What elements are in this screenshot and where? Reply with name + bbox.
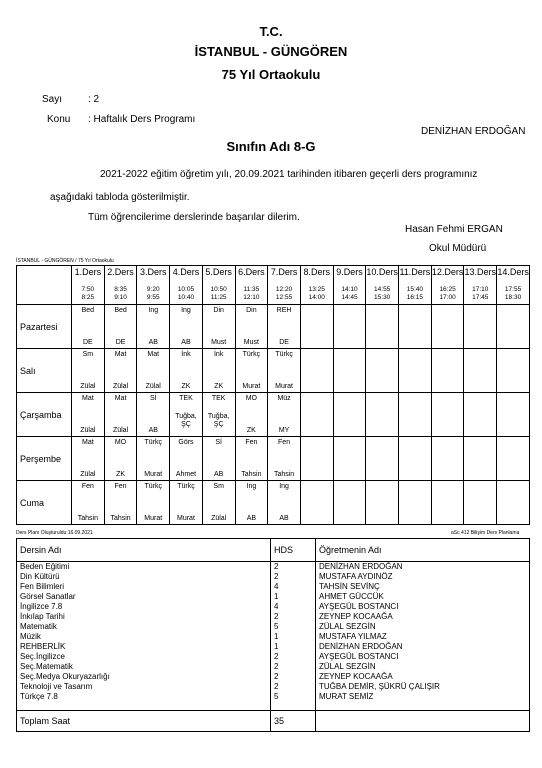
schedule-day-row — [17, 393, 530, 437]
lesson-teacher: Zülal — [80, 471, 96, 478]
lesson-teachers: Tuğba, ŞÇ — [207, 413, 230, 428]
lesson-cell — [202, 349, 235, 393]
lesson-cell — [268, 481, 301, 525]
period-start: 13:25 — [308, 286, 325, 293]
lesson-cell — [202, 437, 235, 481]
course-teacher: AYŞEGÜL BOSTANCI — [316, 652, 530, 662]
lesson-cell — [268, 305, 301, 349]
course-name: Beden Eğitimi — [17, 562, 271, 573]
lesson-cell — [497, 305, 530, 349]
lesson-cell — [497, 481, 530, 525]
course-teacher: TAHSİN SEVİNÇ — [316, 582, 530, 592]
lesson-cell — [333, 393, 366, 437]
header-line-tc: T.C. — [259, 24, 283, 39]
lesson-cell — [202, 481, 235, 525]
lesson-code: Bed — [114, 307, 127, 314]
course-teacher: AYŞEGÜL BOSTANCI — [316, 602, 530, 612]
course-row — [17, 582, 530, 592]
lesson-code: TEK — [179, 395, 193, 402]
period-start: 16:25 — [439, 286, 456, 293]
course-teacher: AHMET GÜCCÜK — [316, 592, 530, 602]
course-teacher: ZEYNEP KOCAAĞA — [316, 612, 530, 622]
period-end: 8:25 — [81, 294, 95, 301]
signature-name: Hasan Fehmi ERGAN — [405, 224, 503, 235]
lesson-code: MO — [114, 439, 127, 446]
period-end: 10:40 — [177, 294, 195, 301]
period-end: 14:45 — [341, 294, 358, 301]
lesson-cell — [333, 437, 366, 481]
lesson-cell — [104, 393, 137, 437]
lesson-cell — [431, 481, 464, 525]
period-start: 7:50 — [81, 286, 95, 293]
course-hds: 2 — [271, 572, 316, 582]
course-name: Seç.Matematik — [17, 662, 271, 672]
lesson-cell — [399, 349, 432, 393]
lesson-cell — [464, 393, 497, 437]
course-hds: 2 — [271, 672, 316, 682]
course-teacher: ZÜLAL SEZGİN — [316, 622, 530, 632]
course-teacher: MUSTAFA AYDINÖZ — [316, 572, 530, 582]
lesson-teacher: Zülal — [211, 515, 227, 522]
lesson-cell — [300, 437, 333, 481]
lesson-code: Ing — [148, 307, 159, 314]
lesson-teacher: Zülal — [112, 383, 129, 390]
course-hds: 1 — [271, 632, 316, 642]
course-hds: 5 — [271, 622, 316, 632]
day-name: Cuma — [17, 481, 72, 525]
sayi-value: : 2 — [88, 94, 100, 105]
lesson-teacher: ZK — [116, 471, 126, 478]
lesson-cell — [497, 349, 530, 393]
lesson-teacher: MY — [278, 427, 290, 434]
lesson-cell — [137, 437, 170, 481]
header-line-city: İSTANBUL - GÜNGÖREN — [194, 44, 348, 59]
schedule-day-row — [17, 437, 530, 481]
class-title: Sınıfın Adı 8-G — [226, 139, 316, 154]
lesson-code: TEK — [211, 395, 226, 402]
lesson-cell — [104, 305, 137, 349]
course-hds: 2 — [271, 562, 316, 573]
course-hds: 2 — [271, 612, 316, 622]
course-hds: 2 — [271, 662, 316, 672]
lesson-cell — [300, 481, 333, 525]
course-row — [17, 632, 530, 642]
lesson-code: Ing — [246, 483, 257, 490]
schedule-table — [16, 265, 530, 525]
lesson-cell — [399, 437, 432, 481]
lesson-teacher: ZK — [246, 427, 256, 434]
lesson-cell — [464, 305, 497, 349]
lesson-code: Mat — [82, 439, 94, 446]
period-name: 2.Ders — [107, 267, 134, 277]
course-name: İngilizce 7.8 — [17, 602, 271, 612]
lesson-cell — [300, 393, 333, 437]
lesson-cell — [104, 349, 137, 393]
lesson-cell — [170, 349, 203, 393]
teacher-name: DENİZHAN ERDOĞAN — [421, 126, 526, 137]
lesson-code: Mat — [82, 395, 94, 402]
lesson-code: Fen — [278, 439, 291, 446]
lesson-cell — [137, 305, 170, 349]
period-end: 14:00 — [308, 294, 325, 301]
lesson-cell — [464, 481, 497, 525]
spacer-cell — [316, 702, 530, 711]
lesson-teacher: Murat — [275, 383, 294, 390]
lesson-code: REH — [276, 307, 292, 314]
course-row — [17, 562, 530, 573]
course-spacer-row — [17, 702, 530, 711]
lesson-teacher: Tahsin — [77, 515, 98, 522]
lesson-teacher: Murat — [144, 515, 163, 522]
course-row — [17, 622, 530, 632]
course-name: Seç.İngilizce — [17, 652, 271, 662]
lesson-code: Müz — [277, 395, 291, 402]
lesson-code: MO — [245, 395, 257, 402]
lesson-teacher: Must — [243, 339, 259, 346]
period-header — [464, 266, 497, 305]
body-line-3: Tüm öğrencilerime derslerinde başarılar dilerim. — [88, 212, 300, 223]
lesson-teacher: ZK — [181, 383, 191, 390]
lesson-cell — [366, 349, 399, 393]
lesson-code: Türkç — [144, 439, 162, 446]
period-start: 17:55 — [504, 286, 522, 293]
period-header — [104, 266, 137, 305]
period-header — [333, 266, 366, 305]
lesson-cell — [235, 349, 268, 393]
lesson-teacher: Tahsin — [241, 471, 262, 478]
course-name: Seç.Medya Okuryazarlığı — [17, 672, 271, 682]
lesson-teacher: DE — [115, 339, 126, 346]
course-row — [17, 572, 530, 582]
course-hds: 5 — [271, 692, 316, 702]
lesson-cell — [497, 393, 530, 437]
lesson-code: Fen — [81, 483, 94, 490]
course-name: İnkılap Tarihi — [17, 612, 271, 622]
lesson-code: Mat — [147, 351, 160, 358]
course-teacher: ZÜLAL SEZGİN — [316, 662, 530, 672]
body-line-1: 2021-2022 eğitim öğretim yılı, 20.09.2021 tarihinden itibaren geçerli ders programınız — [100, 169, 478, 180]
period-start: 9:20 — [146, 286, 160, 293]
lesson-code: İnk — [181, 351, 191, 358]
lesson-cell — [431, 437, 464, 481]
period-end: 17:45 — [472, 294, 489, 301]
period-end: 9:10 — [114, 294, 127, 301]
lesson-teacher: Tahsin — [273, 471, 295, 478]
course-table — [16, 538, 530, 732]
lesson-cell — [366, 393, 399, 437]
lesson-code: Sİ — [215, 439, 222, 446]
course-hds: 4 — [271, 602, 316, 612]
lesson-cell — [137, 349, 170, 393]
course-hds: 4 — [271, 582, 316, 592]
lesson-cell — [170, 481, 203, 525]
course-total-row — [17, 711, 530, 732]
period-end: 11:25 — [210, 294, 227, 301]
course-row — [17, 642, 530, 652]
spacer-cell — [271, 702, 316, 711]
period-start: 14:10 — [341, 286, 358, 293]
period-name: 9.Ders — [336, 267, 363, 277]
course-teacher: DENİZHAN ERDOĞAN — [316, 642, 530, 652]
lesson-cell — [72, 481, 105, 525]
lesson-cell — [300, 349, 333, 393]
course-hds: 2 — [271, 682, 316, 692]
day-name: Salı — [17, 349, 72, 393]
period-end: 9:55 — [146, 294, 160, 301]
period-start: 15:40 — [406, 286, 424, 293]
period-name: 11.Ders — [399, 267, 431, 277]
lesson-code: Sm — [82, 351, 94, 358]
course-hds: 2 — [271, 652, 316, 662]
lesson-cell — [72, 437, 105, 481]
lesson-code: Türkç — [177, 483, 195, 490]
course-header-row — [17, 539, 530, 562]
lesson-cell — [366, 305, 399, 349]
period-header — [497, 266, 530, 305]
lesson-teacher: Tahsin — [110, 515, 131, 522]
lesson-code: Fen — [245, 439, 258, 446]
period-start: 11:35 — [243, 286, 260, 293]
lesson-code: Mat — [114, 351, 127, 358]
total-empty — [316, 711, 530, 732]
course-name: Türkçe 7.8 — [17, 692, 271, 702]
period-start: 8:35 — [114, 286, 127, 293]
course-teacher: MUSTAFA YILMAZ — [316, 632, 530, 642]
lesson-cell — [431, 393, 464, 437]
lesson-cell — [235, 481, 268, 525]
period-name: 3.Ders — [140, 267, 167, 277]
lesson-cell — [268, 393, 301, 437]
period-name: 1.Ders — [74, 267, 102, 277]
schedule-day-row — [17, 481, 530, 525]
day-name: Perşembe — [17, 437, 72, 481]
lesson-teacher: AB — [148, 339, 158, 346]
lesson-teacher: AB — [246, 515, 257, 522]
schedule-corner — [17, 266, 72, 305]
lesson-cell — [464, 349, 497, 393]
lesson-cell — [72, 305, 105, 349]
lesson-cell — [235, 437, 268, 481]
period-header — [366, 266, 399, 305]
lesson-cell — [366, 437, 399, 481]
lesson-cell — [399, 305, 432, 349]
period-header — [399, 266, 432, 305]
lesson-teacher: Zülal — [145, 383, 161, 390]
lesson-teacher: Ahmet — [175, 471, 197, 478]
lesson-teacher: AB — [148, 427, 158, 434]
period-header — [170, 266, 203, 305]
lesson-code: Din — [213, 307, 224, 314]
signature-title: Okul Müdürü — [429, 243, 487, 254]
lesson-cell — [137, 481, 170, 525]
lesson-teacher: DE — [82, 339, 93, 346]
course-name: REHBERLİK — [17, 642, 271, 652]
period-end: 17:00 — [439, 294, 456, 301]
lesson-cell — [137, 393, 170, 437]
lesson-cell — [431, 305, 464, 349]
schedule-day-row — [17, 305, 530, 349]
lesson-cell — [268, 349, 301, 393]
course-row — [17, 692, 530, 702]
period-name: 7.Ders — [270, 267, 298, 277]
lesson-teacher: Murat — [177, 515, 195, 522]
course-name-header: Dersin Adı — [17, 539, 271, 562]
course-row — [17, 592, 530, 602]
period-header — [268, 266, 301, 305]
lesson-cell — [72, 393, 105, 437]
course-name: Fen Bilimleri — [17, 582, 271, 592]
period-end: 16:15 — [406, 294, 424, 301]
lesson-cell — [399, 481, 432, 525]
schedule-header-row — [17, 266, 530, 305]
lesson-code: Ing — [181, 307, 191, 314]
course-row — [17, 612, 530, 622]
period-header — [137, 266, 170, 305]
day-name: Çarşamba — [17, 393, 72, 437]
period-name: 6.Ders — [238, 267, 265, 277]
lesson-cell — [268, 437, 301, 481]
period-start: 10:50 — [210, 286, 227, 293]
lesson-cell — [170, 393, 203, 437]
lesson-cell — [235, 393, 268, 437]
period-name: 13.Ders — [464, 267, 497, 277]
lesson-teachers: Tuğba, ŞÇ — [175, 413, 197, 428]
course-teacher: DENİZHAN ERDOĞAN — [316, 562, 530, 573]
lesson-cell — [300, 305, 333, 349]
lesson-teacher: Murat — [144, 471, 163, 478]
lesson-cell — [333, 349, 366, 393]
sayi-label: Sayı — [42, 94, 63, 105]
hds-header: HDS — [271, 539, 316, 562]
plan-created-note: Ders Planı Oluşturuldu:16.09.2021 — [16, 530, 93, 536]
period-end: 18:30 — [504, 294, 522, 301]
konu-label: Konu — [47, 114, 71, 125]
lesson-code: Sİ — [149, 395, 157, 402]
course-teacher: TUĞBA DEMİR, ŞÜKRÜ ÇALIŞIR — [316, 682, 530, 692]
period-header — [235, 266, 268, 305]
lesson-teacher: AB — [279, 515, 289, 522]
period-start: 10:05 — [177, 286, 195, 293]
total-label: Toplam Saat — [17, 711, 271, 732]
course-teacher: ZEYNEP KOCAAĞA — [316, 672, 530, 682]
course-hds: 1 — [271, 592, 316, 602]
lesson-cell — [170, 305, 203, 349]
lesson-teacher: AB — [181, 339, 191, 346]
lesson-code: Görs — [178, 439, 194, 446]
period-end: 15:30 — [374, 294, 391, 301]
period-start: 14:55 — [374, 286, 391, 293]
lesson-cell — [235, 305, 268, 349]
period-name: 14.Ders — [497, 267, 529, 277]
course-name: Matematik — [17, 622, 271, 632]
lesson-code: Türkç — [275, 351, 293, 358]
lesson-cell — [366, 481, 399, 525]
lesson-cell — [333, 481, 366, 525]
lesson-code: İnk — [213, 351, 224, 358]
period-header — [72, 266, 105, 305]
lesson-cell — [431, 349, 464, 393]
lesson-teacher: ZK — [214, 383, 224, 390]
schedule-day-row — [17, 349, 530, 393]
period-name: 10.Ders — [366, 267, 398, 277]
course-row — [17, 662, 530, 672]
course-row — [17, 682, 530, 692]
school-name: 75 Yıl Ortaokulu — [221, 67, 321, 82]
lesson-teacher: Zülal — [80, 427, 96, 434]
spacer-cell — [17, 702, 271, 711]
lesson-teacher: AB — [213, 471, 224, 478]
lesson-code: Din — [246, 307, 257, 314]
course-row — [17, 672, 530, 682]
lesson-cell — [202, 305, 235, 349]
course-row — [17, 602, 530, 612]
period-start: 12:20 — [275, 286, 293, 293]
period-end: 12:55 — [275, 294, 293, 301]
period-header — [300, 266, 333, 305]
software-note: aSc 412 Bilişim Ders Planlama — [451, 530, 520, 536]
lesson-teacher: DE — [279, 339, 289, 346]
course-name: Görsel Sanatlar — [17, 592, 271, 602]
course-teacher: MURAT SEMİZ — [316, 692, 530, 702]
lesson-cell — [72, 349, 105, 393]
course-name: Müzik — [17, 632, 271, 642]
lesson-cell — [104, 481, 137, 525]
total-value: 35 — [271, 711, 316, 732]
course-hds: 1 — [271, 642, 316, 652]
lesson-code: Ing — [279, 483, 289, 490]
period-start: 17:10 — [472, 286, 489, 293]
course-name: Din Kültürü — [17, 572, 271, 582]
lesson-cell — [202, 393, 235, 437]
period-name: 12.Ders — [431, 267, 464, 277]
period-header — [202, 266, 235, 305]
lesson-teacher: Murat — [242, 383, 261, 390]
lesson-code: Mat — [114, 395, 127, 402]
lesson-teacher: Zülal — [112, 427, 129, 434]
day-name: Pazartesi — [17, 305, 72, 349]
doc-source-note: İSTANBUL - GÜNGÖREN / 75 Yıl Ortaokulu — [16, 258, 114, 264]
course-name: Teknoloji ve Tasarım — [17, 682, 271, 692]
lesson-cell — [170, 437, 203, 481]
lesson-cell — [333, 305, 366, 349]
lesson-code: Fen — [114, 483, 127, 490]
period-end: 12:10 — [243, 294, 260, 301]
lesson-teacher: Zülal — [80, 383, 96, 390]
konu-value: : Haftalık Ders Programı — [88, 114, 196, 125]
lesson-code: Sm — [213, 483, 224, 490]
lesson-code: Bed — [81, 307, 95, 314]
lesson-cell — [464, 437, 497, 481]
period-name: 5.Ders — [205, 267, 232, 277]
period-name: 8.Ders — [303, 267, 331, 277]
lesson-teacher: Must — [211, 339, 227, 346]
course-row — [17, 652, 530, 662]
body-line-2: aşağıdaki tabloda gösterilmiştir. — [50, 192, 190, 203]
teacher-header: Öğretmenin Adı — [316, 539, 530, 562]
lesson-code: Türkç — [144, 483, 162, 490]
lesson-code: Türkç — [242, 351, 261, 358]
period-name: 4.Ders — [172, 267, 200, 277]
lesson-cell — [104, 437, 137, 481]
period-header — [431, 266, 464, 305]
lesson-cell — [399, 393, 432, 437]
lesson-cell — [497, 437, 530, 481]
